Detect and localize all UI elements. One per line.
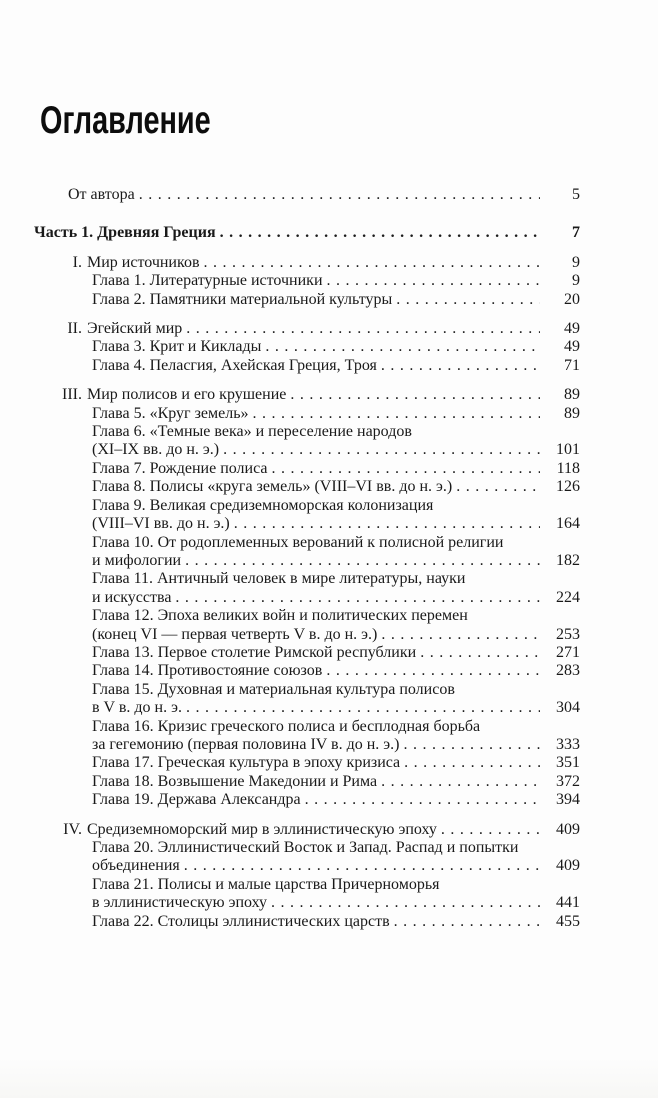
entry-title: Глава 20. Эллинистический Восток и Запад. Распад и попытки <box>92 839 519 856</box>
toc-line <box>34 552 580 570</box>
toc-line <box>34 478 580 496</box>
page-number: 89 <box>564 386 580 404</box>
toc-line <box>34 839 580 857</box>
toc-line <box>34 736 580 754</box>
entry-title: Мир полисов и его крушение <box>87 386 287 404</box>
dot-leader <box>272 460 541 478</box>
toc-line <box>34 570 580 588</box>
toc-line <box>34 291 580 309</box>
entry-title: (конец VI — первая четверть V в. до н. э.) <box>92 625 378 643</box>
toc-line <box>34 186 580 204</box>
toc-line <box>34 357 580 375</box>
toc-line <box>34 607 580 625</box>
entry-title: Глава 4. Пеласгия, Ахейская Греция, Троя <box>92 356 377 374</box>
entry-title: Глава 21. Полисы и малые царства Причерноморья <box>92 875 440 893</box>
entry-title: Глава 16. Кризис греческого полиса и бесплодная борьба <box>92 717 481 735</box>
toc-line <box>34 515 580 533</box>
dot-leader <box>381 626 540 644</box>
entry-title: в эллинистическую эпоху <box>92 894 268 912</box>
entry-title: Глава 8. Полисы «круга земель» (VIII–VI вв. до н. э.) <box>92 478 453 496</box>
toc-entry-chapter <box>34 876 580 913</box>
toc-line <box>34 644 580 662</box>
entry-title: От автора <box>68 186 135 203</box>
toc-entry-chapter <box>34 291 580 309</box>
toc-line <box>34 224 580 242</box>
dot-leader <box>223 441 540 459</box>
toc-entry-chapter <box>34 570 580 607</box>
dot-leader <box>204 254 540 272</box>
toc-entry-chapter <box>34 754 580 772</box>
toc-entry-chapter <box>34 607 580 644</box>
toc-line <box>34 589 580 607</box>
page-number: 409 <box>556 820 580 838</box>
toc-line <box>34 626 580 644</box>
dot-leader <box>394 913 540 931</box>
dot-leader <box>290 386 540 404</box>
entry-title: объединения <box>92 857 180 875</box>
entry-title: в V в. до н. э. <box>92 699 182 717</box>
entry-title: и искусства <box>92 588 172 606</box>
dot-leader <box>381 357 540 375</box>
toc-entry-section <box>34 254 580 272</box>
toc-entry-chapter <box>34 681 580 718</box>
page-number: 49 <box>564 320 580 338</box>
section-numeral: II. <box>67 320 82 338</box>
toc-line <box>34 405 580 423</box>
toc-line <box>34 821 580 839</box>
entry-title: Глава 9. Великая средиземноморская колонизация <box>92 496 434 514</box>
toc-list <box>34 186 580 931</box>
page-number: 164 <box>556 515 580 533</box>
page-number: 271 <box>556 643 580 661</box>
entry-title: Глава 7. Рождение полиса <box>92 459 268 477</box>
page-number: 455 <box>556 912 580 930</box>
toc-entry-section <box>34 821 580 839</box>
toc-entry-chapter <box>34 478 580 496</box>
toc-line <box>34 338 580 356</box>
toc-entry-chapter <box>34 272 580 290</box>
toc-entry-chapter <box>34 662 580 680</box>
page-number: 224 <box>556 588 580 606</box>
entry-title: Глава 10. От родоплеменных верований к полисной религии <box>92 533 504 551</box>
toc-entry-part <box>34 224 580 242</box>
entry-title: Эгейский мир <box>87 320 183 338</box>
toc-line <box>34 699 580 717</box>
page-number: 9 <box>572 253 580 271</box>
book-toc-page <box>0 101 658 1098</box>
entry-title: Глава 19. Держава Александра <box>92 791 301 809</box>
page-number: 372 <box>556 772 580 790</box>
dot-leader <box>186 699 540 717</box>
section-numeral: I. <box>72 253 82 271</box>
page-number: 394 <box>556 791 580 809</box>
page-number: 9 <box>572 272 580 290</box>
toc-entry-chapter <box>34 773 580 791</box>
dot-leader <box>456 478 540 496</box>
toc-entry-chapter <box>34 718 580 755</box>
entry-title: Глава 1. Литературные источники <box>92 272 323 290</box>
toc-entry-chapter <box>34 423 580 460</box>
entry-title: Глава 15. Духовная и материальная культура полисов <box>92 680 455 698</box>
page-number: 351 <box>556 754 580 772</box>
entry-title: Глава 6. «Темные века» и переселение народов <box>92 423 412 441</box>
page-number: 71 <box>564 356 580 374</box>
toc-entry-chapter <box>34 534 580 571</box>
toc-line <box>34 320 580 338</box>
toc-entry-chapter <box>34 839 580 876</box>
entry-title: Глава 5. «Круг земель» <box>92 404 249 422</box>
page-number: 49 <box>564 338 580 356</box>
toc-entry-chapter <box>34 405 580 423</box>
dot-leader <box>184 857 540 875</box>
entry-title: Глава 14. Противостояние союзов <box>92 662 323 680</box>
toc-line <box>34 791 580 809</box>
toc-line <box>34 754 580 772</box>
toc-line <box>34 913 580 931</box>
toc-entry-chapter <box>34 338 580 356</box>
page-number: 409 <box>556 857 580 875</box>
page-number: 7 <box>572 224 580 242</box>
toc-entry-chapter <box>34 460 580 478</box>
toc-line <box>34 534 580 552</box>
dot-leader <box>326 662 540 680</box>
toc-line <box>34 386 580 404</box>
toc-entry-section <box>34 386 580 404</box>
page-number: 118 <box>556 459 580 477</box>
page-number: 20 <box>564 290 580 308</box>
page-number: 101 <box>556 441 580 459</box>
dot-leader <box>253 405 540 423</box>
page-number: 182 <box>556 551 580 569</box>
entry-title: (VIII–VI вв. до н. э.) <box>92 515 230 533</box>
entry-title: Глава 12. Эпоха великих войн и политических перемен <box>92 607 468 625</box>
section-numeral: IV. <box>63 820 82 838</box>
toc-line <box>34 460 580 478</box>
entry-title: Глава 13. Первое столетие Римской республики <box>92 643 417 661</box>
dot-leader <box>185 552 540 570</box>
toc-line <box>34 876 580 894</box>
toc-entry-chapter <box>34 357 580 375</box>
dot-leader <box>396 291 540 309</box>
page-number: 304 <box>556 699 580 717</box>
page-title: Оглавление <box>40 99 211 142</box>
dot-leader <box>220 224 540 242</box>
dot-leader <box>404 754 540 772</box>
toc-line <box>34 773 580 791</box>
dot-leader <box>186 320 540 338</box>
dot-leader <box>271 894 540 912</box>
dot-leader <box>265 338 540 356</box>
toc-line <box>34 662 580 680</box>
entry-title: Глава 3. Крит и Киклады <box>92 338 262 356</box>
entry-title: Средиземноморский мир в эллинистическую эпоху <box>87 820 437 838</box>
entry-title: Мир источников <box>87 253 200 271</box>
page-number: 89 <box>564 404 580 422</box>
toc-line <box>34 423 580 441</box>
toc-line <box>34 718 580 736</box>
dot-leader <box>139 186 540 204</box>
dot-leader <box>420 644 540 662</box>
dot-leader <box>327 272 540 290</box>
dot-leader <box>381 773 540 791</box>
toc-entry-section <box>34 320 580 338</box>
entry-title: (XI–IX вв. до н. э.) <box>92 441 220 459</box>
dot-leader <box>234 515 540 533</box>
toc-entry-chapter <box>34 644 580 662</box>
dot-leader <box>305 791 540 809</box>
toc-line <box>34 254 580 272</box>
page-number: 253 <box>556 625 580 643</box>
entry-title: Глава 2. Памятники материальной культуры <box>92 290 393 308</box>
entry-title: Глава 22. Столицы эллинистических царств <box>92 912 390 930</box>
page-number: 5 <box>572 186 580 203</box>
dot-leader <box>175 589 540 607</box>
entry-title: и мифологии <box>92 551 182 569</box>
toc-entry-chapter <box>34 497 580 534</box>
toc-line <box>34 894 580 912</box>
toc-entry-front <box>34 186 580 204</box>
entry-title: за гегемонию (первая половина IV в. до н. э.) <box>92 735 400 753</box>
page-number: 441 <box>556 894 580 912</box>
toc-line <box>34 857 580 875</box>
entry-title: Часть 1. Древняя Греция <box>34 224 216 242</box>
page-number: 333 <box>556 735 580 753</box>
entry-title: Глава 17. Греческая культура в эпоху кризиса <box>92 754 401 772</box>
toc-line <box>34 441 580 459</box>
section-numeral: III. <box>62 386 82 404</box>
page-number: 126 <box>556 478 580 496</box>
entry-title: Глава 11. Античный человек в мире литературы, науки <box>92 570 466 588</box>
dot-leader <box>404 736 541 754</box>
toc-line <box>34 272 580 290</box>
toc-line <box>34 497 580 515</box>
entry-title: Глава 18. Возвышение Македонии и Рима <box>92 772 378 790</box>
toc-entry-chapter <box>34 791 580 809</box>
dot-leader <box>441 821 540 839</box>
toc-line <box>34 681 580 699</box>
toc-entry-chapter <box>34 913 580 931</box>
page-number: 283 <box>556 662 580 680</box>
